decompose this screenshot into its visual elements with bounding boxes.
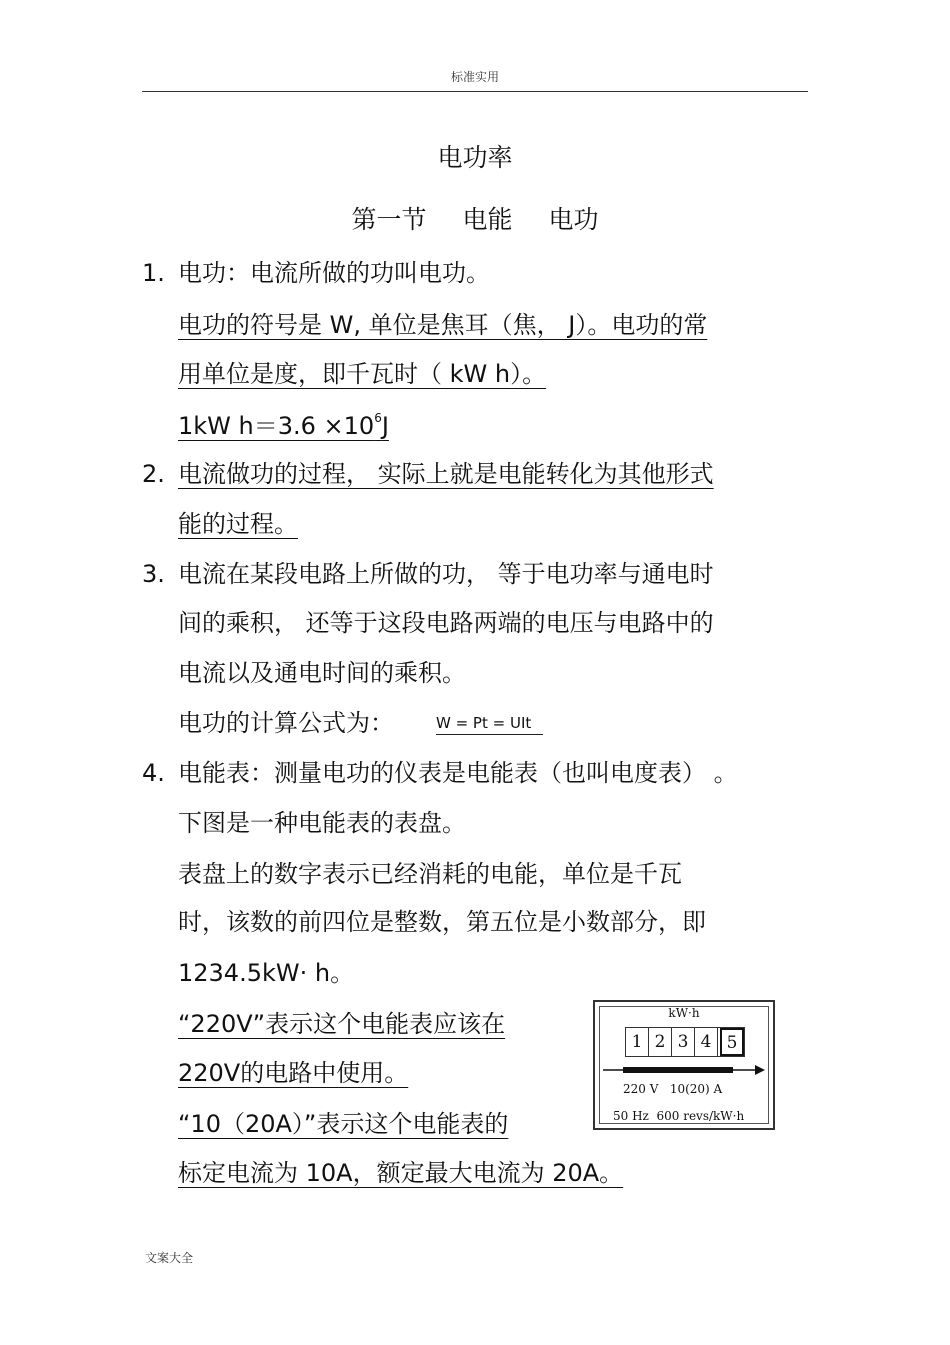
meter-decimal-digit: 5 (720, 1028, 744, 1056)
meter-rating: 220 V 10(20) A (623, 1082, 723, 1096)
item-1-conversion: 1kW $h=3.6 \times 10^6J$ (178, 411, 389, 440)
meter-spec: 50 Hz 600 revs/kW·h (613, 1109, 745, 1123)
formula-label: 电功的计算公式为： (178, 709, 394, 737)
meter-digit: 2 (649, 1028, 672, 1056)
section-heading (0, 200, 950, 236)
energy-meter-dial (593, 1000, 775, 1130)
document-title: 电功率 (437, 143, 513, 172)
meter-disc-arrow (595, 1063, 773, 1077)
page-footer: 文案大全 (145, 1251, 194, 1265)
item-4-voltage-line-2: 220V的电路中使用。 (178, 1059, 409, 1087)
item-4-reading: 1234.5kW· h。 (178, 959, 355, 987)
work-formula: W = Pt = UIt (436, 712, 543, 735)
item-4-current-line-1: “10（20A）”表示这个电能表的 (178, 1110, 509, 1138)
item-1-unit-line: 用单位是度，即千瓦时（ kW h）。 (178, 360, 547, 388)
section-topic-1: 电能 (462, 205, 513, 234)
item-number-3: 3. (142, 560, 165, 588)
item-3-line-3: 电流以及通电时间的乘积。 (178, 659, 466, 687)
item-4-current-line-2: 标定电流为 10A，额定最大电流为 20A。 (178, 1159, 624, 1187)
item-3-line-2: 间的乘积， 还等于这段电路两端的电压与电路中的 (178, 609, 714, 637)
section-number: 第一节 (351, 205, 427, 234)
item-number-1: 1. (142, 259, 165, 287)
item-number-2: 2. (142, 460, 165, 488)
page-header: 标准实用 (450, 70, 499, 84)
meter-digit: 1 (626, 1028, 649, 1056)
item-4-line-1: 电能表：测量电功的仪表是电能表（也叫电度表） 。 (178, 759, 738, 787)
item-2-line-2: 能的过程。 (178, 510, 298, 538)
item-2-line-1: 电流做功的过程， 实际上就是电能转化为其他形式 (178, 460, 714, 488)
meter-digit-row (625, 1027, 745, 1057)
section-topic-2: 电功 (548, 205, 599, 234)
meter-digit: 4 (695, 1028, 718, 1056)
item-4-line-3: 表盘上的数字表示已经消耗的电能，单位是千瓦 (178, 860, 682, 888)
item-4-voltage-line-1: “220V”表示这个电能表应该在 (178, 1010, 506, 1038)
item-4-line-2: 下图是一种电能表的表盘。 (178, 809, 466, 837)
item-number-4: 4. (142, 759, 165, 787)
header-rule (142, 91, 808, 92)
item-3-line-1: 电流在某段电路上所做的功， 等于电功率与通电时 (178, 560, 714, 588)
item-1-text: 电功：电流所做的功叫电功。 (178, 259, 490, 287)
meter-digit: 3 (672, 1028, 695, 1056)
item-4-line-4: 时，该数的前四位是整数，第五位是小数部分，即 (178, 908, 706, 936)
item-1-symbol-line: 电功的符号是 W, 单位是焦耳（焦， J）。电功的常 (178, 311, 708, 339)
meter-unit-label: kW·h (668, 1006, 700, 1020)
